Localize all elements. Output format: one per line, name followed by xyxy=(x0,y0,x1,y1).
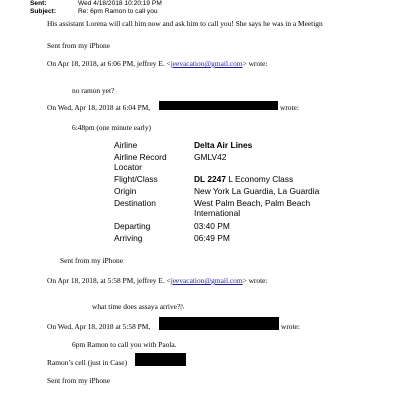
itinerary-value: 06:49 PM xyxy=(194,233,230,243)
message-text: Ramon’s cell (just in Case) xyxy=(47,358,128,367)
quote-header xyxy=(47,276,267,285)
itinerary-label: Airline xyxy=(114,140,138,150)
itinerary-value: Delta Air Lines xyxy=(194,140,253,150)
quote-header-prefix: On Apr 18, 2018, at 6:06 PM, jeffrey E. < xyxy=(47,59,171,68)
flight-itinerary xyxy=(114,140,384,280)
itinerary-value: International xyxy=(194,208,241,218)
quote-header-prefix: On Wed, Apr 18, 2018 at 6:04 PM, xyxy=(47,103,151,112)
quote-header-prefix: On Apr 18, 2018, at 5:58 PM, jeffrey E. < xyxy=(47,276,171,285)
message-text: no ramon yet? xyxy=(72,86,115,95)
message-text: 6:48pm (one minute early) xyxy=(72,123,152,132)
subject-label: Subject: xyxy=(30,8,57,15)
itinerary-value: New York La Guardia, La Guardia xyxy=(194,186,320,196)
quote-header-suffix: wrote: xyxy=(281,322,300,331)
quote-header-suffix: > wrote: xyxy=(242,59,268,68)
subject-value: Re: 6pm Ramon to call you xyxy=(78,8,158,15)
itinerary-label: Arriving xyxy=(114,233,143,243)
itinerary-value: 03:40 PM xyxy=(194,221,230,231)
itinerary-label: Airline Record xyxy=(114,152,167,162)
itinerary-label: Destination xyxy=(114,198,156,208)
flight-number: DL 2247 xyxy=(194,174,226,184)
sent-label: Sent: xyxy=(30,0,47,7)
itinerary-value xyxy=(194,174,293,184)
itinerary-label: Departing xyxy=(114,221,151,231)
message-text: His assistant Lorena will call him now and ask him to call you! She says he was in a Meetign xyxy=(47,19,323,28)
flight-class: L Economy Class xyxy=(225,174,294,184)
signature: Sent from my iPhone xyxy=(47,376,111,385)
email-link[interactable]: jeevacation@gmail.com xyxy=(170,276,243,285)
signature: Sent from my iPhone xyxy=(60,256,124,265)
itinerary-value: GMLV42 xyxy=(194,152,227,162)
message-text: what time does assaya arrive?|\ xyxy=(92,302,184,311)
email-link[interactable]: jeevacation@gmail.com xyxy=(170,59,243,68)
quote-header-suffix: wrote: xyxy=(280,103,299,112)
quote-header xyxy=(47,59,267,68)
message-text: 6pm Ramon to call you with Paola. xyxy=(72,340,177,349)
redaction-block xyxy=(159,317,279,330)
itinerary-label: Origin xyxy=(114,186,137,196)
itinerary-value: West Palm Beach, Palm Beach xyxy=(194,198,311,208)
itinerary-label: Flight/Class xyxy=(114,174,158,184)
redaction-block xyxy=(159,101,278,110)
quote-header-suffix: > wrote: xyxy=(242,276,268,285)
sent-value: Wed 4/18/2018 10:20:19 PM xyxy=(78,0,162,7)
signature: Sent from my iPhone xyxy=(47,41,111,50)
quote-header-prefix: On Wed, Apr 18, 2018 at 5:58 PM, xyxy=(47,322,151,331)
itinerary-label: Locator xyxy=(114,162,142,172)
redaction-block xyxy=(135,353,186,366)
